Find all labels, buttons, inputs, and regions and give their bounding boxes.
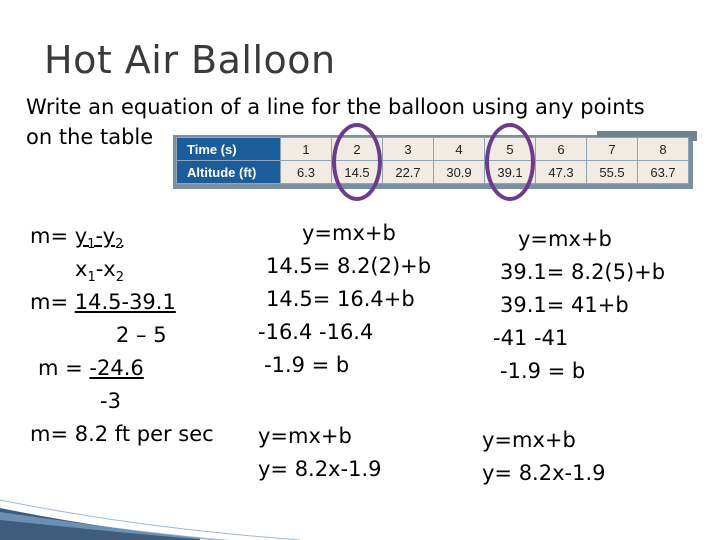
balloon-data-table bbox=[173, 135, 693, 189]
time-cell: 8 bbox=[638, 138, 689, 161]
slope-result: m= 8.2 ft per sec bbox=[30, 422, 214, 446]
corner-swoosh-decoration bbox=[0, 450, 300, 540]
time-cell: 3 bbox=[383, 138, 434, 161]
altitude-cell: 30.9 bbox=[434, 161, 485, 184]
slope-intercept-form: y=mx+b bbox=[482, 428, 576, 452]
altitude-cell: 55.5 bbox=[587, 161, 638, 184]
slope-intercept-form: y=mx+b bbox=[258, 424, 352, 448]
numerator-underlined: $y_1-y_2$ bbox=[74, 224, 124, 253]
instruction-line-1: Write an equation of a line for the balloon using any points bbox=[26, 95, 645, 119]
slope-intercept-form: y=mx+b bbox=[302, 221, 396, 245]
altitude-cell: 39.1 bbox=[485, 161, 536, 184]
intercept-result: -1.9 = b bbox=[264, 353, 350, 377]
time-header: Time (s) bbox=[177, 138, 281, 161]
time-cell: 5 bbox=[485, 138, 536, 161]
altitude-cell: 14.5 bbox=[332, 161, 383, 184]
time-cell: 2 bbox=[332, 138, 383, 161]
substitution-line: 14.5= 8.2(2)+b bbox=[266, 254, 432, 278]
altitude-row bbox=[177, 161, 689, 184]
simplified-line: 14.5= 16.4+b bbox=[266, 287, 415, 311]
intercept-result: -1.9 = b bbox=[500, 359, 586, 383]
altitude-cell: 6.3 bbox=[281, 161, 332, 184]
highlight-circle-time-2 bbox=[332, 123, 382, 201]
altitude-header: Altitude (ft) bbox=[177, 161, 281, 184]
slope-intercept-form: y=mx+b bbox=[518, 227, 612, 251]
time-row bbox=[177, 138, 689, 161]
slope-difference-denominator: -3 bbox=[100, 389, 121, 413]
intercept-work-point-5 bbox=[493, 223, 665, 388]
time-cell: 4 bbox=[434, 138, 485, 161]
altitude-cell: 63.7 bbox=[638, 161, 689, 184]
final-equation: y= 8.2x-1.9 bbox=[258, 457, 382, 481]
time-cell: 6 bbox=[536, 138, 587, 161]
subtraction-line: -16.4 -16.4 bbox=[258, 320, 374, 344]
slope-substitution-numerator: m= 14.5-39.1 bbox=[30, 290, 176, 314]
slope-difference-numerator: m = -24.6 bbox=[38, 356, 144, 380]
highlight-circle-time-5 bbox=[485, 123, 535, 201]
substitution-line: 39.1= 8.2(5)+b bbox=[500, 260, 666, 284]
final-equation-point-5 bbox=[482, 424, 606, 490]
slope-calculation bbox=[30, 220, 214, 451]
slope-formula-denominator: $x_1-x_2$ bbox=[75, 257, 125, 286]
slope-formula-numerator: $m= y_1-y_2$ bbox=[30, 224, 124, 253]
altitude-cell: 22.7 bbox=[383, 161, 434, 184]
subtraction-line: -41 -41 bbox=[493, 326, 569, 350]
final-equation: y= 8.2x-1.9 bbox=[482, 461, 606, 485]
instruction-line-2: on the table bbox=[26, 125, 154, 149]
time-cell: 1 bbox=[281, 138, 332, 161]
altitude-cell: 47.3 bbox=[536, 161, 587, 184]
slide-title: Hot Air Balloon bbox=[44, 38, 336, 82]
slope-substitution-denominator: 2 – 5 bbox=[116, 323, 167, 347]
intercept-work-point-2 bbox=[258, 217, 431, 382]
time-cell: 7 bbox=[587, 138, 638, 161]
simplified-line: 39.1= 41+b bbox=[500, 293, 629, 317]
